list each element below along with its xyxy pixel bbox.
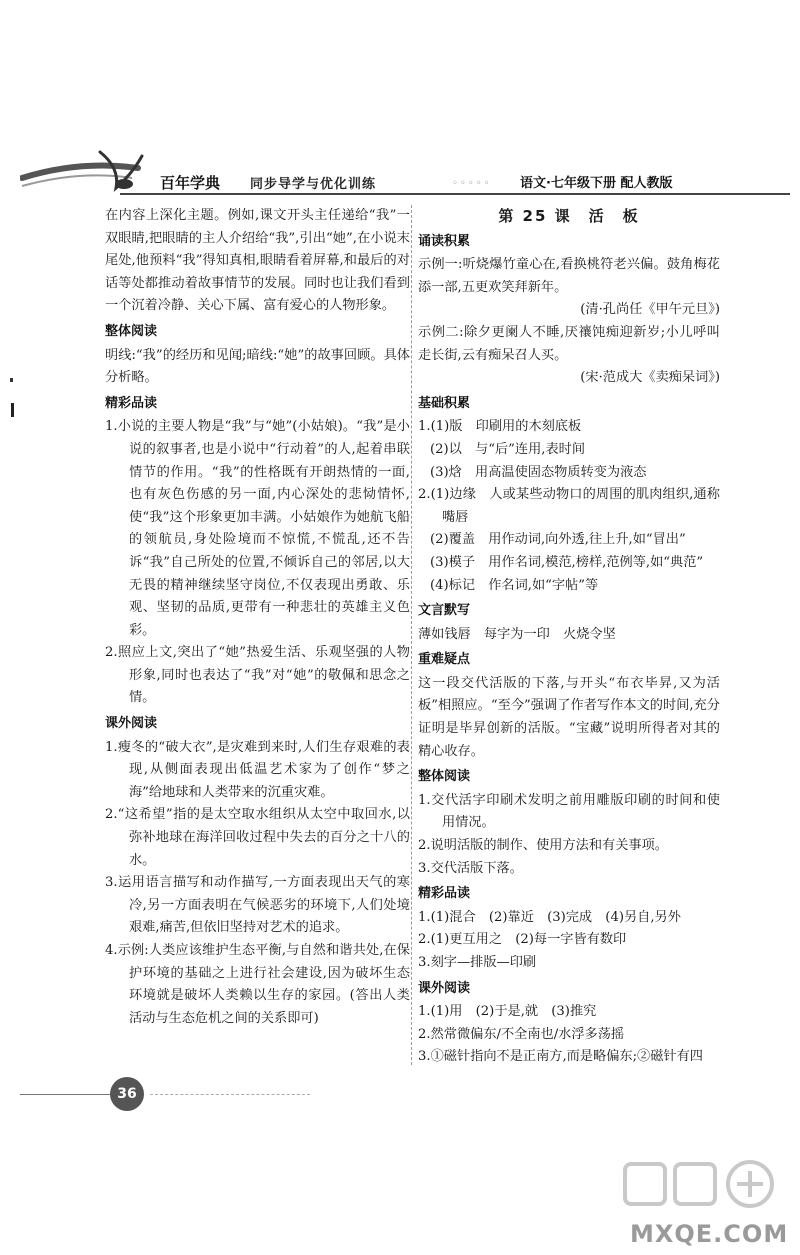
watermark-text: MXQE.COM xyxy=(630,1220,789,1248)
answer-item: 1.交代活字印刷术发明之前用雕版印刷的时间和使用情况。 xyxy=(418,792,720,831)
footer-dots xyxy=(150,1094,310,1095)
section-heading: 课外阅读 xyxy=(105,716,158,732)
section-heading: 课外阅读 xyxy=(418,980,471,996)
answer-item: 2.“这希望”指的是太空取水组织从太空中取回水,以弥补地球在海洋回收过程中失去的百分之十八的水。 xyxy=(105,807,410,868)
example-text: 示例一:听烧爆竹童心在,看换桃符老兴偏。鼓角梅花添一部,五更欢笑拜新年。 xyxy=(418,257,720,295)
column-divider xyxy=(411,205,412,1065)
brand-subtitle: 同步导学与优化训练 xyxy=(250,177,377,192)
example-text: 示例二:除夕更阑人不睡,厌禳饨痴迎新岁;小儿呼叫走长街,云有痴呆召人买。 xyxy=(418,324,720,363)
answer-item: (2)覆盖 用作动词,向外透,往上升,如“冒出” xyxy=(430,532,686,548)
right-column xyxy=(418,205,720,1069)
section-heading: 文言默写 xyxy=(418,603,471,619)
margin-mark xyxy=(11,403,14,417)
answer-item: 1.瘦冬的“破大衣”,是灾难到来时,人们生存艰难的表现,从侧面表现出低温艺术家为了创作“梦之海”给地球和人类带来的沉重灾难。 xyxy=(105,739,410,800)
section-heading: 精彩品读 xyxy=(105,395,158,411)
header-dots: ◦◦◦◦◦ xyxy=(452,178,492,189)
margin-mark xyxy=(10,378,13,382)
book-info: 语文·七年级下册 配人教版 xyxy=(520,176,673,191)
section-text: 这一段交代活版的下落,与开头“布衣毕昇,又为活板”相照应。“至今”强调了作者写作本文的时间,充分证明是毕昇创新的活版。“宝藏”说明所得者对其的精心收存。 xyxy=(418,675,720,759)
page-header xyxy=(20,148,790,198)
example-source: (清·孔尚任《甲午元旦》) xyxy=(580,302,720,318)
answer-item: (4)标记 作名词,如“字帖”等 xyxy=(430,577,599,593)
section-heading: 整体阅读 xyxy=(418,769,471,785)
answer-item: (2)以 与“后”连用,表时间 xyxy=(430,441,586,457)
example-source: (宋·范成大《卖痴呆词》) xyxy=(580,370,720,386)
footer-rule xyxy=(20,1094,110,1095)
left-column xyxy=(105,205,410,1030)
answer-item: 2.然常微偏东/不全南也/水浮多荡摇 xyxy=(418,1026,625,1042)
answer-item: 2.(1)边缘 人或某些动物口的周围的肌肉组织,通称嘴唇 xyxy=(418,487,720,525)
answer-item: 2.(1)更互用之 (2)每一字皆有数印 xyxy=(418,932,627,948)
answer-item: 2.说明活版的制作、使用方法和有关事项。 xyxy=(418,838,668,854)
answer-item: 2.照应上文,突出了“她”热爱生活、乐观坚强的人物形象,同时也表达了“我”对“她”的敬佩和思念之情。 xyxy=(105,645,410,706)
answer-item: 1.(1)版 印刷用的木刻底板 xyxy=(418,419,582,435)
answer-item: (3)焓 用高温使固态物质转变为液态 xyxy=(430,464,647,480)
answer-item: 4.示例:人类应该维护生态平衡,与自然和谐共处,在保护环境的基础之上进行社会建设,因为破坏生态环境就是破坏人类赖以生存的家园。(答出人类活动与生态危机之间的关系即可) xyxy=(105,943,410,1026)
answer-item: 3.交代活版下落。 xyxy=(418,860,523,876)
header-rule xyxy=(120,193,790,195)
answer-item: 1.小说的主要人物是“我”与“她”(小姑娘)。“我”是小说的叙事者,也是小说中“行动着”的人,起着串联情节的作用。“我”的性格既有开朗热情的一面,也有灰色伤感的另一面,内心深处的悲恸情怀,使“我”这个形象更加丰满。小姑娘作为她航飞船的领航员,身处险境而不惊慌,不慌乱,还不告诉“我”自己所处的位置,不倾诉自己的邻居,以大无畏的精神继续坚守岗位,不仅表现出勇敢、乐观、坚韧的品质,更带有一种悲壮的英雄主义色彩。 xyxy=(105,419,410,638)
answer-item: 1.(1)混合 (2)靠近 (3)完成 (4)另自,另外 xyxy=(418,909,681,925)
answer-item: 3.运用语言描写和动作描写,一方面表现出天气的寒冷,另一方面表明在气候恶劣的环境下,人们处境艰难,痛苦,但依旧坚持对艺术的追求。 xyxy=(105,875,410,936)
section-heading: 精彩品读 xyxy=(418,886,471,902)
lesson-title: 第 25 课 活 板 xyxy=(498,207,640,225)
answer-item: 3.①磁针指向不是正南方,而是略偏东;②磁针有四 xyxy=(418,1049,703,1065)
answer-item: 3.刻字—排版—印刷 xyxy=(418,955,537,970)
page-number: 36 xyxy=(110,1077,144,1111)
section-heading: 基础积累 xyxy=(418,395,471,411)
section-text: 薄如钱唇 每字为一印 火烧令坚 xyxy=(418,626,616,642)
section-text: 明线:“我”的经历和见闻;暗线:“她”的故事回顾。具体分析略。 xyxy=(105,347,410,386)
answer-item: 1.(1)用 (2)于是,就 (3)推究 xyxy=(418,1004,597,1020)
section-heading: 整体阅读 xyxy=(105,323,158,339)
intro-paragraph: 在内容上深化主题。例如,课文开头主任递给“我”一双眼睛,把眼睛的主人介绍给“我”,引出“她”,在小说末尾处,他预料“我”得知真相,眼睛看着屏幕,和最后的对话等处都推动着故事情节的发展。同时也让我们看到一个沉着冷静、关心下属、富有爱心的人物形象。 xyxy=(105,208,410,314)
brand-name: 百年学典 xyxy=(160,174,221,192)
section-heading: 诵读积累 xyxy=(418,233,471,249)
section-heading: 重难疑点 xyxy=(418,652,471,668)
answer-item: (3)模子 用作名词,模范,榜样,范例等,如“典范” xyxy=(430,554,704,570)
